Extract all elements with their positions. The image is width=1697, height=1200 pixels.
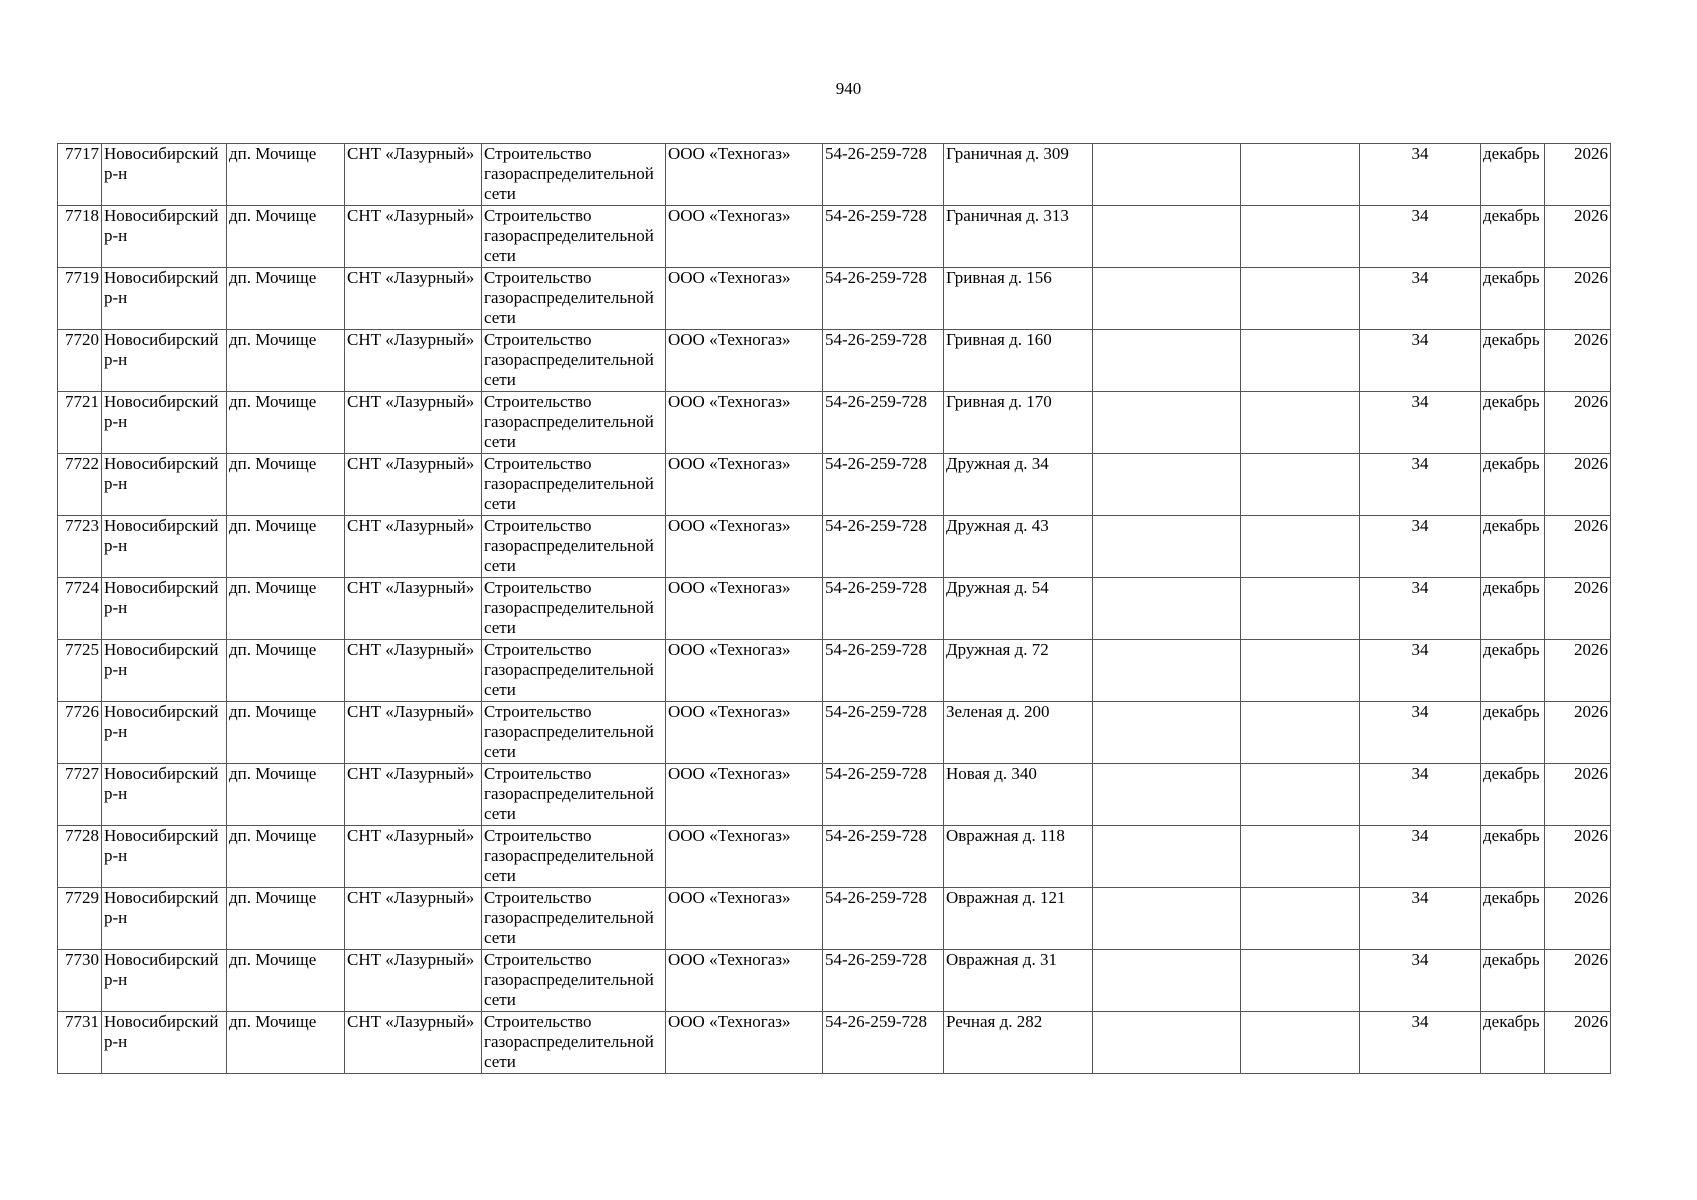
empty-cell — [1241, 454, 1360, 516]
organization-cell: ООО «Техногаз» — [666, 702, 823, 764]
empty-cell — [1093, 144, 1241, 206]
empty-cell — [1093, 826, 1241, 888]
address-cell: Зеленая д. 200 — [944, 702, 1093, 764]
month-cell: декабрь — [1481, 640, 1545, 702]
empty-cell — [1241, 826, 1360, 888]
locality-cell: дп. Мочище — [227, 888, 345, 950]
locality-cell: дп. Мочище — [227, 640, 345, 702]
table-row — [58, 702, 1611, 764]
table-row — [58, 578, 1611, 640]
empty-cell — [1093, 950, 1241, 1012]
locality-cell: дп. Мочище — [227, 826, 345, 888]
district-cell: Новосибирский р-н — [102, 950, 227, 1012]
organization-cell: ООО «Техногаз» — [666, 950, 823, 1012]
row-number-cell: 7728 — [58, 826, 102, 888]
row-number-cell: 7718 — [58, 206, 102, 268]
year-cell: 2026 — [1545, 1012, 1611, 1074]
row-number-cell: 7726 — [58, 702, 102, 764]
year-cell: 2026 — [1545, 826, 1611, 888]
count-cell: 34 — [1360, 392, 1481, 454]
table-row — [58, 392, 1611, 454]
empty-cell — [1093, 454, 1241, 516]
count-cell: 34 — [1360, 268, 1481, 330]
year-cell: 2026 — [1545, 640, 1611, 702]
empty-cell — [1241, 702, 1360, 764]
district-cell: Новосибирский р-н — [102, 640, 227, 702]
snt-cell: СНТ «Лазурный» — [345, 144, 482, 206]
month-cell: декабрь — [1481, 206, 1545, 268]
snt-cell: СНТ «Лазурный» — [345, 826, 482, 888]
year-cell: 2026 — [1545, 578, 1611, 640]
snt-cell: СНТ «Лазурный» — [345, 268, 482, 330]
table-row — [58, 516, 1611, 578]
locality-cell: дп. Мочище — [227, 516, 345, 578]
snt-cell: СНТ «Лазурный» — [345, 454, 482, 516]
table-row — [58, 764, 1611, 826]
row-number-cell: 7723 — [58, 516, 102, 578]
year-cell: 2026 — [1545, 268, 1611, 330]
address-cell: Овражная д. 118 — [944, 826, 1093, 888]
year-cell: 2026 — [1545, 392, 1611, 454]
row-number-cell: 7721 — [58, 392, 102, 454]
year-cell: 2026 — [1545, 702, 1611, 764]
snt-cell: СНТ «Лазурный» — [345, 392, 482, 454]
work-type-cell: Строительство газораспределительной сети — [482, 330, 666, 392]
empty-cell — [1241, 392, 1360, 454]
month-cell: декабрь — [1481, 268, 1545, 330]
district-cell: Новосибирский р-н — [102, 330, 227, 392]
work-type-cell: Строительство газораспределительной сети — [482, 392, 666, 454]
empty-cell — [1241, 206, 1360, 268]
district-cell: Новосибирский р-н — [102, 516, 227, 578]
month-cell: декабрь — [1481, 1012, 1545, 1074]
locality-cell: дп. Мочище — [227, 950, 345, 1012]
snt-cell: СНТ «Лазурный» — [345, 702, 482, 764]
year-cell: 2026 — [1545, 454, 1611, 516]
month-cell: декабрь — [1481, 888, 1545, 950]
work-type-cell: Строительство газораспределительной сети — [482, 516, 666, 578]
snt-cell: СНТ «Лазурный» — [345, 950, 482, 1012]
empty-cell — [1241, 1012, 1360, 1074]
year-cell: 2026 — [1545, 764, 1611, 826]
empty-cell — [1241, 640, 1360, 702]
count-cell: 34 — [1360, 206, 1481, 268]
row-number-cell: 7717 — [58, 144, 102, 206]
empty-cell — [1241, 330, 1360, 392]
snt-cell: СНТ «Лазурный» — [345, 330, 482, 392]
cadastral-number-cell: 54-26-259-728 — [823, 144, 944, 206]
work-type-cell: Строительство газораспределительной сети — [482, 826, 666, 888]
table-row — [58, 640, 1611, 702]
empty-cell — [1093, 1012, 1241, 1074]
empty-cell — [1093, 640, 1241, 702]
table-row — [58, 206, 1611, 268]
work-type-cell: Строительство газораспределительной сети — [482, 702, 666, 764]
empty-cell — [1093, 764, 1241, 826]
table-row — [58, 950, 1611, 1012]
year-cell: 2026 — [1545, 144, 1611, 206]
row-number-cell: 7729 — [58, 888, 102, 950]
organization-cell: ООО «Техногаз» — [666, 516, 823, 578]
row-number-cell: 7730 — [58, 950, 102, 1012]
organization-cell: ООО «Техногаз» — [666, 764, 823, 826]
address-cell: Дружная д. 43 — [944, 516, 1093, 578]
month-cell: декабрь — [1481, 826, 1545, 888]
address-cell: Новая д. 340 — [944, 764, 1093, 826]
district-cell: Новосибирский р-н — [102, 392, 227, 454]
count-cell: 34 — [1360, 950, 1481, 1012]
snt-cell: СНТ «Лазурный» — [345, 764, 482, 826]
locality-cell: дп. Мочище — [227, 454, 345, 516]
address-cell: Речная д. 282 — [944, 1012, 1093, 1074]
work-type-cell: Строительство газораспределительной сети — [482, 640, 666, 702]
table-row — [58, 268, 1611, 330]
district-cell: Новосибирский р-н — [102, 144, 227, 206]
cadastral-number-cell: 54-26-259-728 — [823, 206, 944, 268]
locality-cell: дп. Мочище — [227, 764, 345, 826]
table-row — [58, 888, 1611, 950]
empty-cell — [1241, 888, 1360, 950]
organization-cell: ООО «Техногаз» — [666, 578, 823, 640]
empty-cell — [1093, 392, 1241, 454]
work-type-cell: Строительство газораспределительной сети — [482, 454, 666, 516]
district-cell: Новосибирский р-н — [102, 1012, 227, 1074]
cadastral-number-cell: 54-26-259-728 — [823, 1012, 944, 1074]
year-cell: 2026 — [1545, 330, 1611, 392]
table-body — [58, 144, 1611, 1074]
count-cell: 34 — [1360, 144, 1481, 206]
district-cell: Новосибирский р-н — [102, 454, 227, 516]
row-number-cell: 7719 — [58, 268, 102, 330]
locality-cell: дп. Мочище — [227, 268, 345, 330]
count-cell: 34 — [1360, 702, 1481, 764]
address-cell: Гривная д. 156 — [944, 268, 1093, 330]
month-cell: декабрь — [1481, 516, 1545, 578]
month-cell: декабрь — [1481, 454, 1545, 516]
count-cell: 34 — [1360, 516, 1481, 578]
row-number-cell: 7720 — [58, 330, 102, 392]
row-number-cell: 7727 — [58, 764, 102, 826]
row-number-cell: 7722 — [58, 454, 102, 516]
count-cell: 34 — [1360, 578, 1481, 640]
cadastral-number-cell: 54-26-259-728 — [823, 640, 944, 702]
cadastral-number-cell: 54-26-259-728 — [823, 330, 944, 392]
organization-cell: ООО «Техногаз» — [666, 826, 823, 888]
empty-cell — [1241, 578, 1360, 640]
cadastral-number-cell: 54-26-259-728 — [823, 516, 944, 578]
address-cell: Дружная д. 34 — [944, 454, 1093, 516]
empty-cell — [1241, 268, 1360, 330]
address-cell: Дружная д. 54 — [944, 578, 1093, 640]
month-cell: декабрь — [1481, 950, 1545, 1012]
empty-cell — [1093, 516, 1241, 578]
work-type-cell: Строительство газораспределительной сети — [482, 1012, 666, 1074]
month-cell: декабрь — [1481, 702, 1545, 764]
organization-cell: ООО «Техногаз» — [666, 392, 823, 454]
organization-cell: ООО «Техногаз» — [666, 268, 823, 330]
row-number-cell: 7731 — [58, 1012, 102, 1074]
locality-cell: дп. Мочище — [227, 392, 345, 454]
row-number-cell: 7725 — [58, 640, 102, 702]
cadastral-number-cell: 54-26-259-728 — [823, 268, 944, 330]
organization-cell: ООО «Техногаз» — [666, 888, 823, 950]
work-type-cell: Строительство газораспределительной сети — [482, 888, 666, 950]
organization-cell: ООО «Техногаз» — [666, 454, 823, 516]
table-row — [58, 1012, 1611, 1074]
year-cell: 2026 — [1545, 206, 1611, 268]
table-row — [58, 330, 1611, 392]
cadastral-number-cell: 54-26-259-728 — [823, 826, 944, 888]
work-type-cell: Строительство газораспределительной сети — [482, 578, 666, 640]
snt-cell: СНТ «Лазурный» — [345, 1012, 482, 1074]
empty-cell — [1241, 764, 1360, 826]
count-cell: 34 — [1360, 640, 1481, 702]
month-cell: декабрь — [1481, 764, 1545, 826]
snt-cell: СНТ «Лазурный» — [345, 578, 482, 640]
locality-cell: дп. Мочище — [227, 330, 345, 392]
row-number-cell: 7724 — [58, 578, 102, 640]
address-cell: Овражная д. 31 — [944, 950, 1093, 1012]
district-cell: Новосибирский р-н — [102, 578, 227, 640]
empty-cell — [1241, 950, 1360, 1012]
address-cell: Гривная д. 170 — [944, 392, 1093, 454]
table-row — [58, 144, 1611, 206]
district-cell: Новосибирский р-н — [102, 764, 227, 826]
table-row — [58, 454, 1611, 516]
address-cell: Граничная д. 313 — [944, 206, 1093, 268]
count-cell: 34 — [1360, 826, 1481, 888]
snt-cell: СНТ «Лазурный» — [345, 888, 482, 950]
month-cell: декабрь — [1481, 330, 1545, 392]
year-cell: 2026 — [1545, 516, 1611, 578]
locality-cell: дп. Мочище — [227, 144, 345, 206]
address-cell: Овражная д. 121 — [944, 888, 1093, 950]
cadastral-number-cell: 54-26-259-728 — [823, 578, 944, 640]
month-cell: декабрь — [1481, 392, 1545, 454]
locality-cell: дп. Мочище — [227, 206, 345, 268]
page-number: 940 — [835, 79, 862, 98]
table-row — [58, 826, 1611, 888]
work-type-cell: Строительство газораспределительной сети — [482, 206, 666, 268]
empty-cell — [1093, 206, 1241, 268]
organization-cell: ООО «Техногаз» — [666, 144, 823, 206]
cadastral-number-cell: 54-26-259-728 — [823, 454, 944, 516]
cadastral-number-cell: 54-26-259-728 — [823, 950, 944, 1012]
cadastral-number-cell: 54-26-259-728 — [823, 702, 944, 764]
empty-cell — [1093, 268, 1241, 330]
month-cell: декабрь — [1481, 578, 1545, 640]
cadastral-number-cell: 54-26-259-728 — [823, 764, 944, 826]
count-cell: 34 — [1360, 1012, 1481, 1074]
cadastral-number-cell: 54-26-259-728 — [823, 392, 944, 454]
empty-cell — [1093, 702, 1241, 764]
locality-cell: дп. Мочище — [227, 1012, 345, 1074]
organization-cell: ООО «Техногаз» — [666, 640, 823, 702]
address-cell: Граничная д. 309 — [944, 144, 1093, 206]
count-cell: 34 — [1360, 888, 1481, 950]
empty-cell — [1093, 888, 1241, 950]
district-cell: Новосибирский р-н — [102, 206, 227, 268]
address-cell: Гривная д. 160 — [944, 330, 1093, 392]
count-cell: 34 — [1360, 454, 1481, 516]
snt-cell: СНТ «Лазурный» — [345, 516, 482, 578]
district-cell: Новосибирский р-н — [102, 888, 227, 950]
district-cell: Новосибирский р-н — [102, 702, 227, 764]
work-type-cell: Строительство газораспределительной сети — [482, 950, 666, 1012]
address-cell: Дружная д. 72 — [944, 640, 1093, 702]
empty-cell — [1093, 578, 1241, 640]
district-cell: Новосибирский р-н — [102, 268, 227, 330]
district-cell: Новосибирский р-н — [102, 826, 227, 888]
empty-cell — [1093, 330, 1241, 392]
empty-cell — [1241, 516, 1360, 578]
year-cell: 2026 — [1545, 950, 1611, 1012]
snt-cell: СНТ «Лазурный» — [345, 206, 482, 268]
locality-cell: дп. Мочище — [227, 578, 345, 640]
work-type-cell: Строительство газораспределительной сети — [482, 144, 666, 206]
work-type-cell: Строительство газораспределительной сети — [482, 764, 666, 826]
organization-cell: ООО «Техногаз» — [666, 330, 823, 392]
month-cell: декабрь — [1481, 144, 1545, 206]
organization-cell: ООО «Техногаз» — [666, 206, 823, 268]
year-cell: 2026 — [1545, 888, 1611, 950]
work-type-cell: Строительство газораспределительной сети — [482, 268, 666, 330]
register-table — [57, 143, 1611, 1074]
count-cell: 34 — [1360, 764, 1481, 826]
organization-cell: ООО «Техногаз» — [666, 1012, 823, 1074]
cadastral-number-cell: 54-26-259-728 — [823, 888, 944, 950]
snt-cell: СНТ «Лазурный» — [345, 640, 482, 702]
empty-cell — [1241, 144, 1360, 206]
locality-cell: дп. Мочище — [227, 702, 345, 764]
count-cell: 34 — [1360, 330, 1481, 392]
